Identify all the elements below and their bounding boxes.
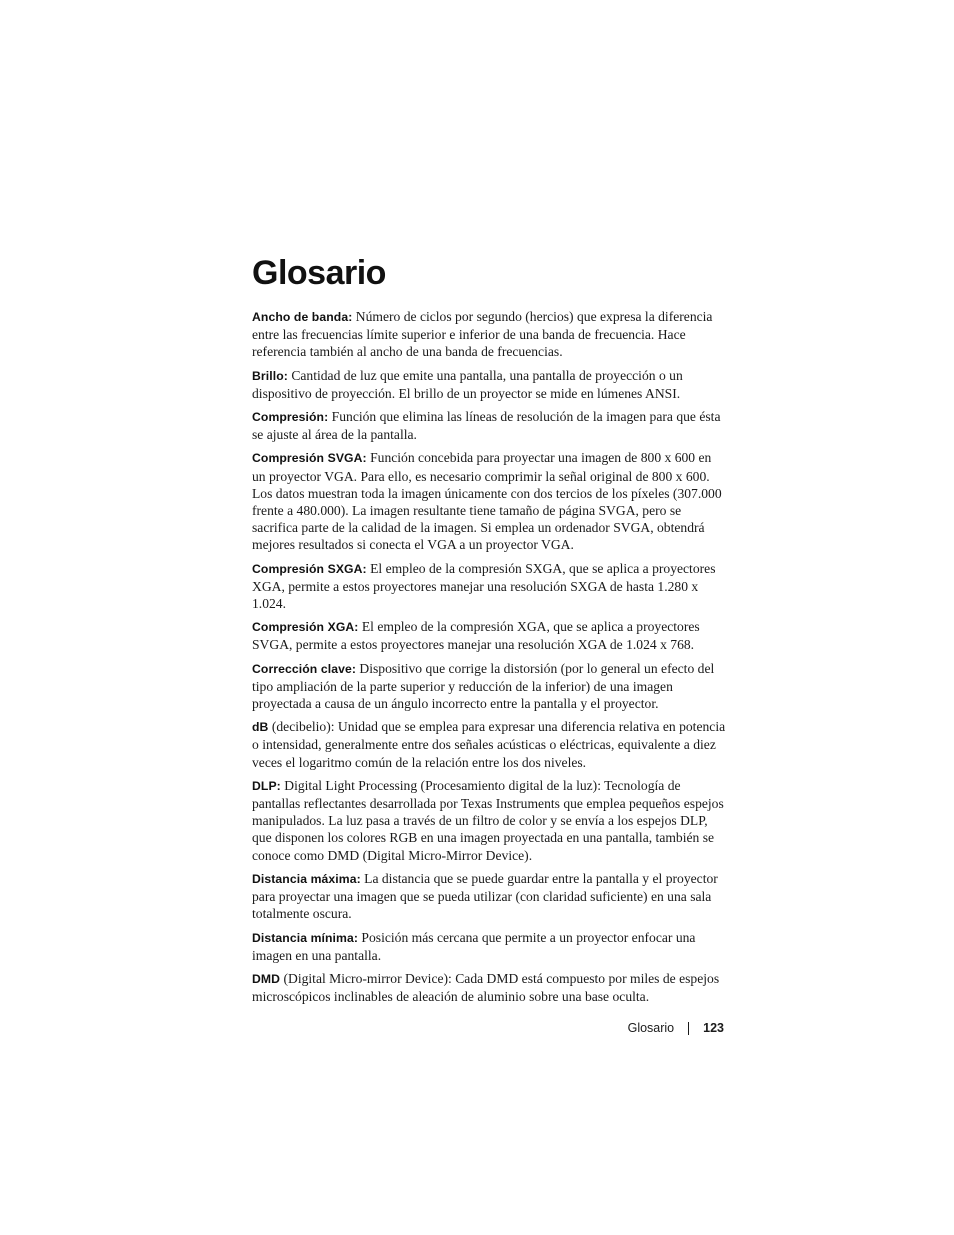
- glossary-definition: Posición más cercana que permite a un proyector enfocar una imagen en una pantalla.: [252, 929, 696, 963]
- glossary-entry-compresion-sxga: [252, 560, 727, 613]
- glossary-entry-distancia-maxima: [252, 870, 727, 923]
- glossary-entry-correccion-clave: [252, 660, 727, 713]
- glossary-entry-dlp: [252, 777, 727, 864]
- glossary-definition: Función que elimina las líneas de resolución de la imagen para que ésta se ajuste al área de la pantalla.: [252, 409, 721, 443]
- glossary-definition: El empleo de la compresión XGA, que se aplica a proyectores SVGA, permite a estos proyectores manejar una resolución XGA de 1.024 x 768.: [252, 619, 700, 653]
- glossary-entry-brillo: [252, 367, 727, 402]
- glossary-definition: Dispositivo que corrige la distorsión (por lo general un efecto del tipo ampliación de la parte superior y reducción de la inferior) de una imagen proyectada a causa de un ángulo incorrecto entre la pantalla y el proyector.: [252, 660, 715, 712]
- glossary-definition: La distancia que se puede guardar entre la pantalla y el proyector para proyectar una imagen que se pueda utilizar (con claridad suficiente) en una sala totalmente oscura.: [252, 870, 718, 922]
- glossary-term: Compresión SXGA:: [252, 561, 367, 576]
- glossary-definition: (decibelio): Unidad que se emplea para expresar una diferencia relativa en potencia o intensidad, generalmente entre dos señales acústicas o eléctricas, equivalente a diez veces el logaritmo común de la relación entre los dos niveles.: [252, 719, 726, 770]
- glossary-term: DLP:: [252, 778, 281, 793]
- glossary-term: dB: [252, 720, 269, 735]
- glossary-term: DMD: [252, 971, 281, 986]
- glossary-entry-compresion-svga: [252, 449, 727, 553]
- glossary-list: [252, 308, 727, 1011]
- glossary-term: Compresión:: [252, 410, 329, 425]
- glossary-definition: El empleo de la compresión SXGA, que se aplica a proyectores XGA, permite a estos proyectores manejar una resolución SXGA de hasta 1.280 x 1.024.: [252, 560, 716, 612]
- glossary-definition: Cantidad de luz que emite una pantalla, una pantalla de proyección o un dispositivo de proyección. El brillo de un proyector se mide en lúmenes ANSI.: [252, 367, 683, 401]
- glossary-entry-distancia-minima: [252, 929, 727, 964]
- glossary-term: Distancia máxima:: [252, 871, 361, 886]
- glossary-entry-dmd: [252, 970, 727, 1005]
- glossary-definition: Digital Light Processing (Procesamiento digital de la luz): Tecnología de pantallas reflectantes desarrollada por Texas Instruments que emplea pequeños espejos manipulados. La luz pasa a través de un filtro de color y se envía a los espejos DLP, que disponen los colores RGB en una imagen proyectada en una pantalla, también se conoce como DMD (Digital Micro-Mirror Device).: [252, 777, 724, 863]
- page-footer: [628, 1021, 724, 1035]
- footer-section-name: Glosario: [627, 1021, 675, 1035]
- glossary-entry-ancho-de-banda: [252, 308, 727, 361]
- glossary-definition: (Digital Micro-mirror Device): Cada DMD está compuesto por miles de espejos microscópicos inclinables de aleación de aluminio sobre una base oculta.: [252, 970, 720, 1005]
- glossary-term: Corrección clave:: [252, 661, 356, 676]
- glossary-term: Distancia mínima:: [252, 930, 359, 945]
- glossary-entry-compresion: [252, 408, 727, 443]
- glossary-term: Compresión XGA:: [252, 620, 359, 635]
- glossary-entry-db: [252, 718, 727, 771]
- glossary-definition: Función concebida para proyectar una imagen de 800 x 600 en un proyector VGA. Para ello, es necesario comprimir la señal original de 800 x 600. Los datos muestran toda la imagen únicamente con dos tercios de los píxeles (307.000 frente a 480.000). La imagen resultante tiene tamaño de página SVGA, pero se sacrifica parte de la calidad de la imagen. Si emplea un ordenador SVGA, obtendrá mejores resultados si conecta el VGA a un proyector VGA.: [252, 450, 722, 553]
- glossary-term: Compresión SVGA:: [252, 451, 367, 466]
- page-title: Glosario: [252, 254, 386, 292]
- glossary-entry-compresion-xga: [252, 618, 727, 653]
- glossary-term: Brillo:: [252, 368, 288, 383]
- footer-divider: [688, 1022, 689, 1035]
- glossary-definition: Número de ciclos por segundo (hercios) que expresa la diferencia entre las frecuencias límite superior e inferior de una banda de frecuencia. Hace referencia también al ancho de una banda de frecuencias.: [252, 309, 713, 360]
- page-number: 123: [703, 1021, 724, 1035]
- glossary-term: Ancho de banda:: [252, 310, 353, 324]
